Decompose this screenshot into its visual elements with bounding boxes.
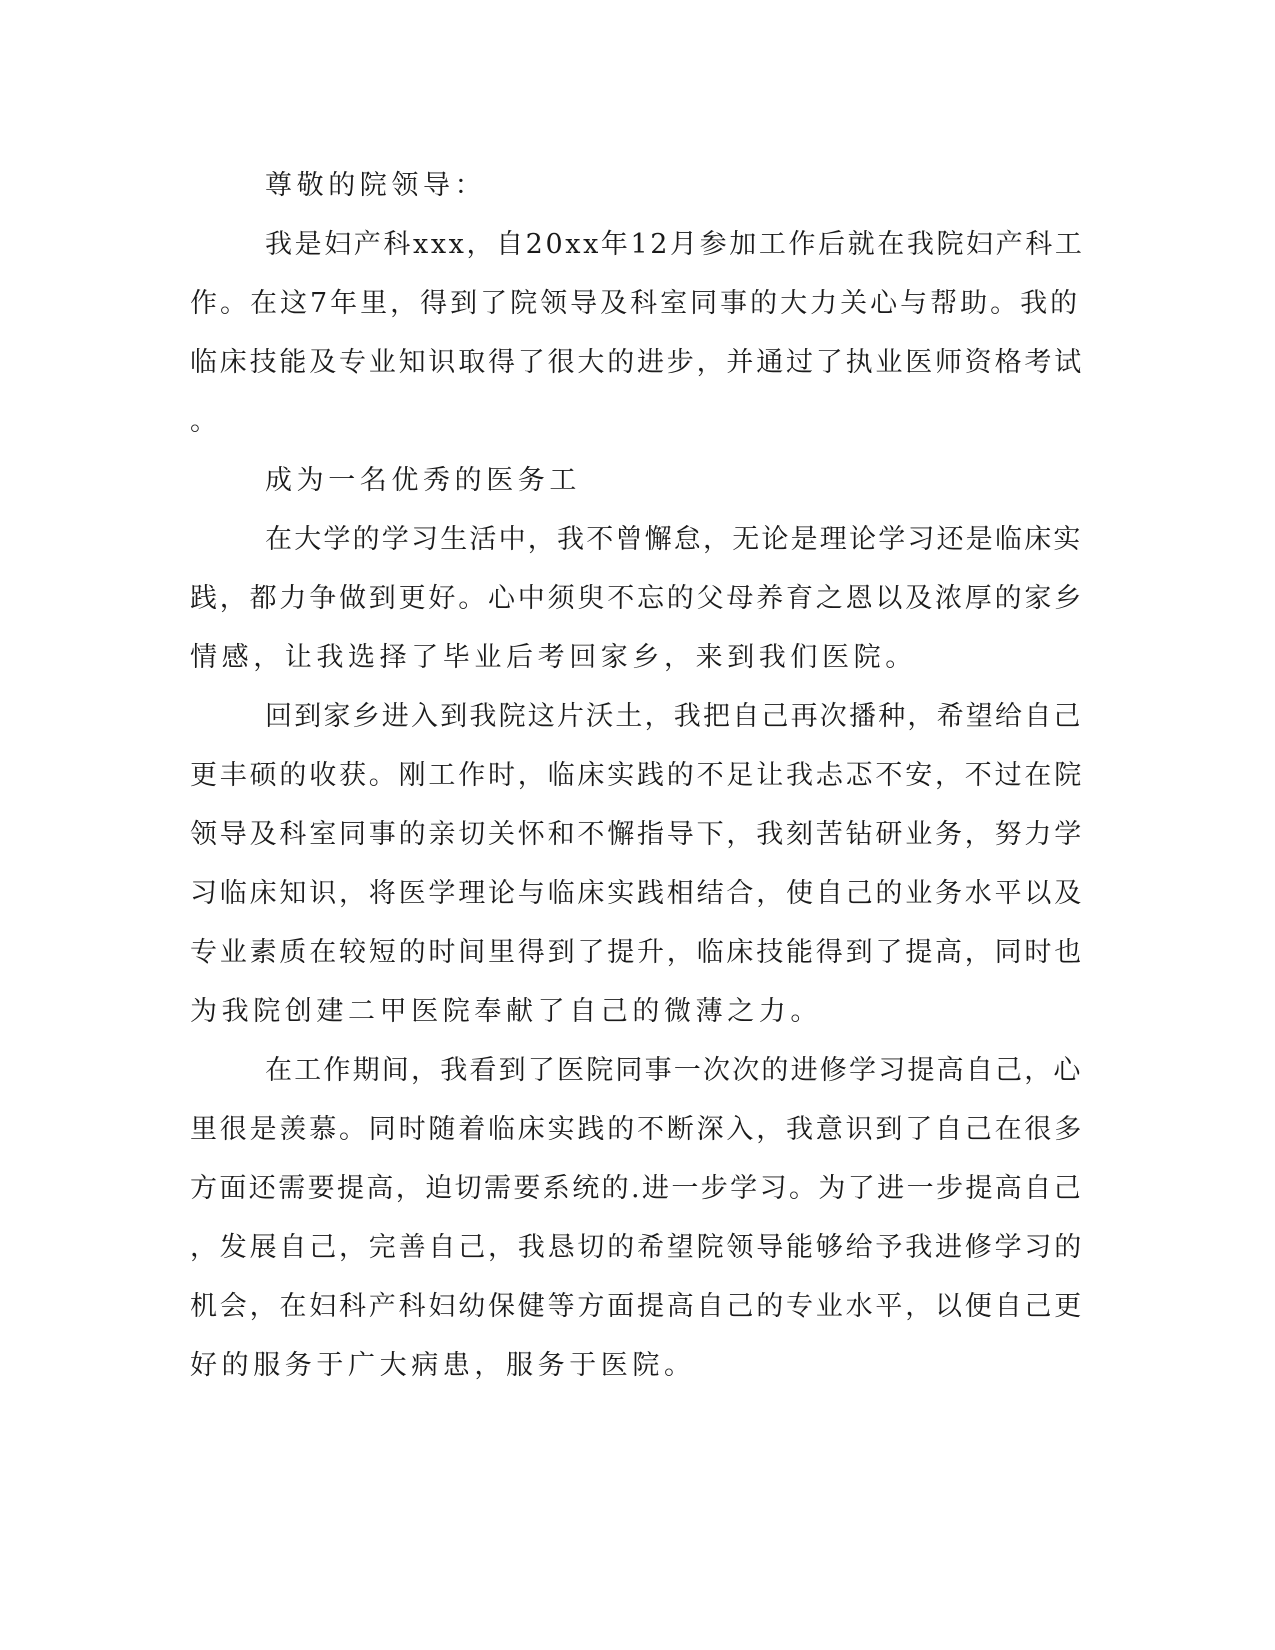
paragraph-line: ，发展自己，完善自己，我恳切的希望院领导能够给予我进修学习的 (190, 1232, 1084, 1263)
paragraph-line: 在工作期间，我看到了医院同事一次次的进修学习提高自己，心 (265, 1055, 1083, 1086)
paragraph-line: 里很是羡慕。同时随着临床实践的不断深入，我意识到了自己在很多 (190, 1114, 1084, 1145)
salutation: 尊敬的院领导： (265, 170, 487, 201)
paragraph-line: 更丰硕的收获。刚工作时，临床实践的不足让我忐忑不安，不过在院 (190, 760, 1084, 791)
paragraph-line: 临床技能及专业知识取得了很大的进步，并通过了执业医师资格考试 (190, 347, 1084, 378)
paragraph-line: 领导及科室同事的亲切关怀和不懈指导下，我刻苦钻研业务，努力学 (190, 819, 1084, 850)
paragraph-line: 机会，在妇科产科妇幼保健等方面提高自己的专业水平，以便自己更 (190, 1291, 1084, 1322)
section-heading: 成为一名优秀的医务工 (265, 465, 581, 496)
paragraph-line: 好的服务于广大病患，服务于医院。 (190, 1350, 696, 1381)
paragraph-line: 。 (190, 406, 222, 437)
paragraph-line: 为我院创建二甲医院奉献了自己的微薄之力。 (190, 996, 822, 1027)
paragraph-line: 情感，让我选择了毕业后考回家乡，来到我们医院。 (190, 642, 917, 673)
paragraph-line: 专业素质在较短的时间里得到了提升，临床技能得到了提高，同时也 (190, 937, 1084, 968)
paragraph-line: 我是妇产科xxx，自20xx年12月参加工作后就在我院妇产科工 (265, 229, 1085, 260)
paragraph-line: 践，都力争做到更好。心中须臾不忘的父母养育之恩以及浓厚的家乡 (190, 583, 1084, 614)
paragraph-line: 方面还需要提高，迫切需要系统的.进一步学习。为了进一步提高自己 (190, 1173, 1083, 1204)
paragraph-line: 作。在这7年里，得到了院领导及科室同事的大力关心与帮助。我的 (190, 288, 1081, 319)
paragraph-line: 在大学的学习生活中，我不曾懈怠，无论是理论学习还是临床实 (265, 524, 1083, 555)
paragraph-line: 回到家乡进入到我院这片沃土，我把自己再次播种，希望给自己 (265, 701, 1083, 732)
paragraph-line: 习临床知识，将医学理论与临床实践相结合，使自己的业务水平以及 (190, 878, 1084, 909)
